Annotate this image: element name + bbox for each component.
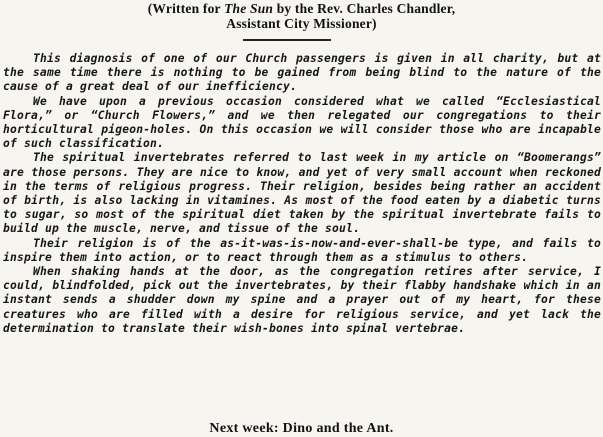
byline-role: Assistant City Missioner): [226, 16, 377, 31]
article-body: [3, 52, 601, 336]
publication-name: The Sun: [224, 1, 274, 16]
paragraph-1: This diagnosis of one of our Church passengers is given in all charity, but at the same time there is nothing to be gained from being blind to the nature of the cause of a great deal of our inefficiency.: [3, 52, 601, 94]
byline-author: by the Rev. Charles Chandler,: [273, 1, 456, 16]
byline-prefix: (Written for: [147, 1, 225, 16]
paragraph-2: We have upon a previous occasion considered what we called “Ecclesiastical Flora,” or “Church Flowers,” and we then relegated our congregations to their horticultural pigeon-holes. On this occasion we will consider those who are incapable of such classification.: [3, 94, 601, 151]
divider-rule: [243, 39, 331, 41]
paragraph-3: The spiritual invertebrates referred to last week in my article on “Boomerangs” are those persons. They are nice to know, and yet of very small account when reckoned in the terms of religious progress. Their religion, besides being rather an accident of birth, is also lacking in vitamines. As most of the food eaten by a diabetic turns to sugar, so most of the spiritual diet taken by the spiritual invertebrate fails to build up the muscle, nerve, and tissue of the soul.: [3, 151, 601, 236]
paragraph-4: Their religion is of the as-it-was-is-now-and-ever-shall-be type, and fails to inspire them into action, or to react through them as a stimulus to others.: [3, 236, 601, 264]
next-week-note: Next week: Dino and the Ant.: [209, 421, 394, 436]
paragraph-5: When shaking hands at the door, as the congregation retires after service, I could, blindfolded, pick out the invertebrates, by their flabby handshake which in an instant sends a shudder down my spine and a prayer out of my heart, for these creatures who are filled with a desire for religious service, and yet lack the determination to translate their wish-bones into spinal vertebrae.: [3, 265, 601, 335]
